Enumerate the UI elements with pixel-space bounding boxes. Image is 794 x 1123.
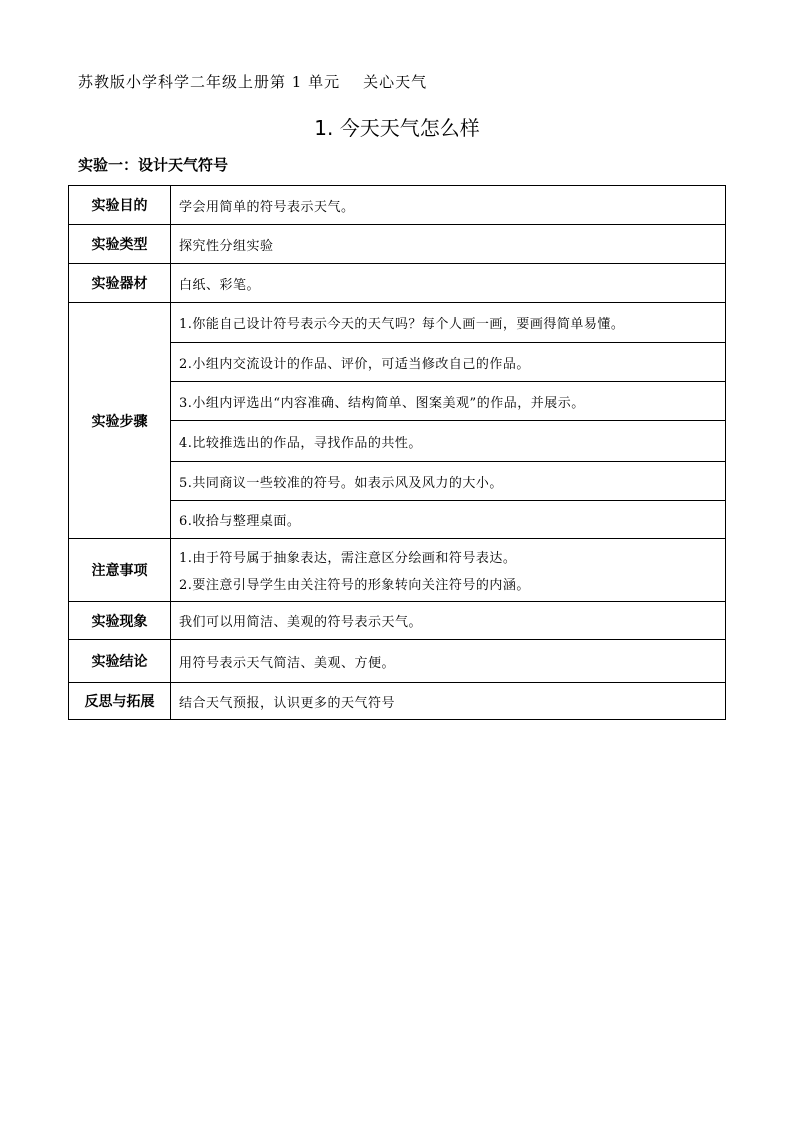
step-item: 6.收拾与整理桌面。	[171, 501, 726, 539]
table-row-phenomenon	[69, 602, 726, 640]
table-row-extension	[69, 683, 726, 720]
table-row-type	[69, 225, 726, 264]
note-item: 1.由于符号属于抽象表达，需注意区分绘画和符号表达。	[179, 551, 517, 566]
table-row-conclusion	[69, 640, 726, 683]
note-item: 2.要注意引导学生由关注符号的形象转向关注符号的内涵。	[179, 578, 530, 593]
step-item: 3.小组内评选出“内容准确、结构简单、图案美观”的作品，并展示。	[171, 382, 726, 421]
step-item: 5.共同商议一些较准的符号。如表示风及风力的大小。	[171, 462, 726, 501]
table-row-purpose	[69, 186, 726, 225]
table-row-step	[69, 303, 726, 343]
purpose-label: 实验目的	[69, 186, 171, 225]
purpose-value: 学会用简单的符号表示天气。	[171, 186, 726, 225]
type-value: 探究性分组实验	[171, 225, 726, 264]
step-item: 1.你能自己设计符号表示今天的天气吗？每个人画一画，要画得简单易懂。	[171, 303, 726, 343]
steps-label: 实验步骤	[69, 303, 171, 539]
phenomenon-value: 我们可以用简洁、美观的符号表示天气。	[171, 602, 726, 640]
conclusion-label: 实验结论	[69, 640, 171, 683]
experiment-title: 实验一：设计天气符号	[78, 156, 229, 174]
course-header: 苏教版小学科学二年级上册第 1 单元 关心天气	[78, 73, 428, 91]
experiment-table	[68, 185, 726, 720]
extension-label: 反思与拓展	[69, 683, 171, 720]
materials-label: 实验器材	[69, 264, 171, 303]
lesson-title: 1. 今天天气怎么样	[314, 116, 480, 140]
phenomenon-label: 实验现象	[69, 602, 171, 640]
table-row-notes	[69, 539, 726, 602]
type-label: 实验类型	[69, 225, 171, 264]
materials-value: 白纸、彩笔。	[171, 264, 726, 303]
step-item: 4.比较推选出的作品，寻找作品的共性。	[171, 421, 726, 462]
step-item: 2.小组内交流设计的作品、评价，可适当修改自己的作品。	[171, 343, 726, 382]
conclusion-value: 用符号表示天气简洁、美观、方便。	[171, 640, 726, 683]
extension-value: 结合天气预报，认识更多的天气符号	[171, 683, 726, 720]
notes-label: 注意事项	[69, 539, 171, 602]
notes-value	[171, 539, 726, 602]
table-row-materials	[69, 264, 726, 303]
